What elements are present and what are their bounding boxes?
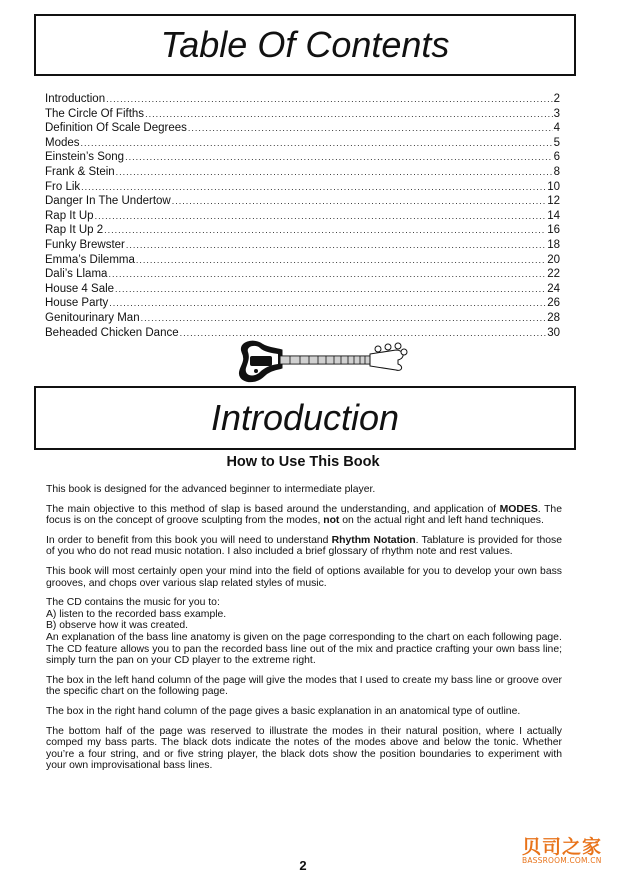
toc-entry-title: Introduction — [45, 93, 106, 105]
paragraph: The box in the left hand column of the page will give the modes that I used to create my bass line or groove over the specific chart on the following page. — [46, 674, 562, 698]
toc-entry — [45, 282, 560, 297]
toc-leader-dots — [125, 150, 553, 165]
toc-entry-title: Danger In The Undertow — [45, 195, 171, 208]
toc-entry-page: 5 — [553, 136, 560, 149]
paragraph: In order to benefit from this book you will need to understand Rhythm Notation. Tablature is provided for those of you who do not read music notation. I also included a brief glossary of rhythm note and rest values. — [46, 534, 562, 558]
toc-entry — [45, 150, 560, 165]
toc-entry — [45, 253, 560, 268]
watermark-logo — [520, 832, 612, 866]
toc-title-box — [34, 14, 576, 76]
toc-leader-dots — [141, 311, 547, 326]
toc-entry-title: House 4 Sale — [45, 282, 115, 295]
toc-entry-page: 24 — [547, 282, 560, 295]
toc-entry — [45, 296, 560, 311]
paragraph: The box in the right hand column of the page gives a basic explanation in an anatomical type of outline. — [46, 705, 521, 717]
introduction-body — [46, 484, 562, 780]
toc-entry — [45, 165, 560, 180]
toc-leader-dots — [81, 136, 553, 151]
toc-leader-dots — [116, 165, 553, 180]
toc-leader-dots — [188, 121, 553, 136]
toc-entry-page: 18 — [547, 238, 560, 251]
toc-entry — [45, 267, 560, 282]
toc-entry-title: Funky Brewster — [45, 238, 125, 251]
toc-leader-dots — [136, 253, 546, 268]
toc-leader-dots — [95, 209, 547, 224]
paragraph: The CD feature allows you to pan the recorded bass line out of the mix and practice crafting your own bass line; simply turn the pan on your CD player to the extreme right. — [46, 643, 562, 667]
table-of-contents — [45, 92, 560, 340]
toc-entry-title: Dali’s Llama — [45, 268, 108, 281]
toc-entry-title: Frank & Stein — [45, 165, 115, 178]
toc-leader-dots — [81, 180, 546, 195]
toc-leader-dots — [172, 194, 546, 209]
toc-entry-title: Genitourinary Man — [45, 311, 140, 324]
watermark-text: 贝司之家 — [522, 836, 603, 858]
paragraph: This book will most certainly open your mind into the field of options available for you to develop your own bass grooves, and chops over various slap related styles of music. — [46, 565, 562, 589]
toc-entry-title: House Party — [45, 297, 109, 310]
bass-guitar-icon — [236, 338, 408, 386]
toc-entry-page: 26 — [547, 297, 560, 310]
toc-entry-page: 10 — [547, 180, 560, 193]
toc-entry — [45, 209, 560, 224]
toc-leader-dots — [109, 296, 546, 311]
toc-entry-title: Einstein’s Song — [45, 151, 125, 164]
toc-entry-page: 16 — [547, 224, 560, 237]
toc-leader-dots — [108, 267, 546, 282]
toc-entry-page: 8 — [553, 165, 560, 178]
toc-entry — [45, 180, 560, 195]
toc-entry — [45, 107, 560, 122]
toc-entry — [45, 121, 560, 136]
toc-leader-dots — [104, 223, 546, 238]
toc-entry-page: 30 — [547, 326, 560, 339]
toc-entry-title: Definition Of Scale Degrees — [45, 122, 187, 135]
toc-entry-title: Emma’s Dilemma — [45, 253, 135, 266]
toc-entry — [45, 311, 560, 326]
toc-entry — [45, 194, 560, 209]
introduction-title-box — [34, 386, 576, 450]
paragraph: The CD contains the music for you to: — [46, 597, 220, 609]
toc-entry — [45, 223, 560, 238]
toc-leader-dots — [106, 92, 552, 107]
toc-leader-dots — [115, 282, 546, 297]
toc-entry-page: 20 — [547, 253, 560, 266]
toc-entry-page: 2 — [553, 93, 560, 105]
paragraph: A) listen to the recorded bass example. — [46, 608, 227, 620]
toc-entry-title: Fro Lik — [45, 180, 81, 193]
toc-entry-page: 6 — [553, 151, 560, 164]
toc-title: Table Of Contents — [160, 24, 450, 65]
paragraph: The bottom half of the page was reserved to illustrate the modes in their natural position, where I actually comped my bass parts. The black dots indicate the notes of the modes above and below the tonic. Whether you’re a four string, and or five string player, the black dots show the position boundaries to experiment with your own improvisational bass lines. — [46, 725, 562, 772]
toc-entry-page: 12 — [547, 195, 560, 208]
paragraph: This book is designed for the advanced beginner to intermediate player. — [46, 484, 376, 495]
toc-leader-dots — [126, 238, 546, 253]
toc-entry-page: 4 — [553, 122, 560, 135]
section-subtitle: How to Use This Book — [226, 454, 380, 470]
toc-leader-dots — [145, 107, 553, 122]
paragraph: The main objective to this method of slap is based around the understanding, and application of MODES. The focus is on the concept of groove sculpting from the modes, not on the actual right and left hand techniques. — [46, 503, 562, 527]
page-number: 2 — [299, 858, 307, 873]
toc-entry — [45, 238, 560, 253]
toc-entry-page: 22 — [547, 268, 560, 281]
watermark-url: BASSROOM.COM.CN — [522, 856, 602, 865]
toc-entry-page: 3 — [553, 107, 560, 120]
toc-entry-title: Rap It Up — [45, 209, 94, 222]
introduction-title: Introduction — [210, 397, 400, 438]
toc-entry-page: 14 — [547, 209, 560, 222]
toc-entry-page: 28 — [547, 311, 560, 324]
toc-entry — [45, 92, 560, 107]
toc-entry-title: Beheaded Chicken Dance — [45, 326, 179, 339]
toc-entry — [45, 136, 560, 151]
toc-entry-title: The Circle Of Fifths — [45, 107, 145, 120]
toc-entry-title: Modes — [45, 136, 80, 149]
paragraph: B) observe how it was created. — [46, 620, 189, 632]
paragraph: An explanation of the bass line anatomy is given on the page corresponding to the chart on each following page. — [46, 631, 562, 643]
toc-entry-title: Rap It Up 2 — [45, 224, 104, 237]
